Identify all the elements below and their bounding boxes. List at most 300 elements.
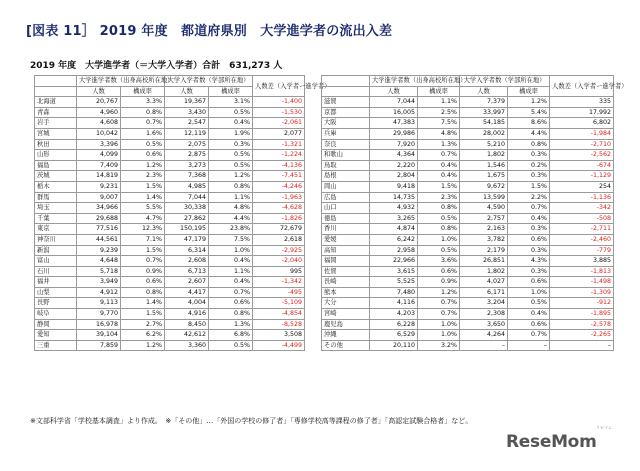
dest-ratio-cell: 0.4% [508,213,550,224]
dest-count-cell: 2,075 [165,139,209,150]
diff-cell: – [550,340,614,351]
origin-ratio-cell: 0.7% [121,256,165,267]
dest-count-cell: 2,308 [460,309,508,320]
figure-subtitle: 2019 年度 大学進学者（＝大学入学者）合計 631,273 人 [30,61,283,71]
table-row [35,224,305,235]
dest-count-cell: 6,314 [165,245,209,256]
table-row [35,128,305,139]
prefecture-cell: 広島 [322,192,370,203]
prefecture-cell: 山梨 [35,287,77,298]
diff-cell: -1,224 [253,150,305,161]
table-row [322,97,614,108]
diff-cell: -1,895 [550,309,614,320]
dest-ratio-cell: 0.6% [508,277,550,288]
prefecture-cell: 千葉 [35,213,77,224]
logo-kana: リセマム [596,425,612,430]
origin-count-cell: 9,418 [370,181,418,192]
figure-title: [図表 11］ 2019 年度 都道府県別 大学進学者の流出入差 [26,24,393,39]
dest-ratio-cell: 4.4% [508,128,550,139]
table-row [35,330,305,341]
prefecture-cell: 三重 [35,340,77,351]
table-row [322,266,614,277]
origin-count-cell: 4,364 [370,150,418,161]
dest-count-cell: 6,713 [165,266,209,277]
right-table [321,75,628,351]
dest-count-cell: 1,675 [460,171,508,182]
origin-count-cell: 6,228 [370,319,418,330]
diff-cell: 2,618 [253,234,305,245]
prefecture-cell: 大分 [322,298,370,309]
prefecture-cell: 埼玉 [35,203,77,214]
header-count: 人数 [165,86,209,97]
origin-ratio-cell: 0.7% [418,298,460,309]
dest-ratio-cell: 2.2% [508,192,550,203]
dest-ratio-cell: 1.3% [209,319,253,330]
diff-cell: -4,499 [253,340,305,351]
diff-cell: -1,813 [550,266,614,277]
dest-count-cell: – [460,340,508,351]
diff-cell: -1,530 [253,107,305,118]
dest-ratio-cell: 0.3% [209,139,253,150]
prefecture-cell: 佐賀 [322,266,370,277]
origin-count-cell: 9,231 [77,181,121,192]
dest-count-cell: 54,185 [460,118,508,129]
dest-count-cell: 5,210 [460,139,508,150]
dest-ratio-cell: 1.1% [209,266,253,277]
dest-count-cell: 9,672 [460,181,508,192]
origin-ratio-cell: 1.5% [121,309,165,320]
diff-cell: -1,136 [550,192,614,203]
diff-cell: -1,321 [253,139,305,150]
dest-count-cell: 3,650 [460,319,508,330]
dest-ratio-cell: 0.5% [508,298,550,309]
table-row [322,234,614,245]
origin-count-cell: 44,561 [77,234,121,245]
diff-cell: 254 [550,181,614,192]
origin-ratio-cell: 1.3% [418,139,460,150]
origin-ratio-cell: 0.5% [121,139,165,150]
origin-ratio-cell: 1.0% [418,330,460,341]
prefecture-cell: 長野 [35,298,77,309]
dest-ratio-cell: 8.6% [508,118,550,129]
prefecture-cell: その他 [322,340,370,351]
diff-cell: -342 [550,203,614,214]
origin-ratio-cell: 1.2% [121,160,165,171]
dest-ratio-cell: 0.4% [209,277,253,288]
origin-count-cell: 2,220 [370,160,418,171]
table-row [35,203,305,214]
dest-ratio-cell: 0.7% [508,330,550,341]
table-row [35,277,305,288]
origin-count-cell: 4,960 [77,107,121,118]
prefecture-cell: 和歌山 [322,150,370,161]
dest-count-cell: 3,430 [165,107,209,118]
table-row [322,213,614,224]
dest-ratio-cell: 0.6% [508,319,550,330]
diff-cell: -779 [550,245,614,256]
origin-ratio-cell: 0.7% [418,150,460,161]
prefecture-cell: 鳥取 [322,160,370,171]
prefecture-cell: 京都 [322,107,370,118]
prefecture-cell: 北海道 [35,97,77,108]
header-dest: 大学入学者数（学部所在地） [165,76,253,87]
origin-ratio-cell: 0.6% [121,277,165,288]
prefecture-cell: 神奈川 [35,234,77,245]
table-row [322,107,614,118]
dest-count-cell: 1,802 [460,266,508,277]
table-row [322,171,614,182]
diff-cell: -1,342 [253,277,305,288]
header-blank [35,76,77,87]
dest-count-cell: 2,875 [165,150,209,161]
diff-cell: -1,309 [550,287,614,298]
origin-count-cell: 4,608 [77,118,121,129]
dest-ratio-cell: 0.4% [209,118,253,129]
table-row [322,128,614,139]
origin-ratio-cell: 3.3% [121,97,165,108]
origin-ratio-cell: 2.7% [121,319,165,330]
dest-count-cell: 12,119 [165,128,209,139]
prefecture-cell: 香川 [322,224,370,235]
diff-cell: -4,854 [253,309,305,320]
dest-count-cell: 8,450 [165,319,209,330]
dest-ratio-cell: 4.8% [209,203,253,214]
dest-ratio-cell: 0.7% [209,287,253,298]
origin-ratio-cell: 0.8% [121,287,165,298]
origin-count-cell: 7,044 [370,97,418,108]
header-blank [322,86,370,97]
table-row [322,330,614,341]
origin-ratio-cell: 1.0% [418,234,460,245]
table-row [35,181,305,192]
origin-ratio-cell: 2.3% [418,192,460,203]
origin-ratio-cell: 1.2% [121,340,165,351]
origin-ratio-cell: 1.4% [121,192,165,203]
header-diff: 人数差（入学者ー進学者） [550,76,614,97]
dest-count-cell: 3,204 [460,298,508,309]
diff-cell: -1,984 [550,128,614,139]
dest-count-cell: 4,916 [165,309,209,320]
prefecture-cell: 新潟 [35,245,77,256]
dest-ratio-cell: 0.3% [508,171,550,182]
table-row [35,245,305,256]
diff-cell: -508 [550,213,614,224]
header-blank [35,86,77,97]
prefecture-cell: 岐阜 [35,309,77,320]
prefecture-cell: 宮崎 [322,309,370,320]
diff-cell: 3,508 [253,330,305,341]
origin-count-cell: 4,648 [77,256,121,267]
prefecture-cell: 茨城 [35,171,77,182]
dest-count-cell: 47,179 [165,234,209,245]
origin-count-cell: 4,912 [77,287,121,298]
prefecture-cell: 愛知 [35,330,77,341]
prefecture-cell: 奈良 [322,139,370,150]
origin-ratio-cell: 0.5% [418,245,460,256]
diff-cell: -2,265 [550,330,614,341]
origin-count-cell: 39,104 [77,330,121,341]
origin-ratio-cell: 0.8% [418,203,460,214]
origin-ratio-cell: 1.5% [121,181,165,192]
origin-count-cell: 3,949 [77,277,121,288]
dest-count-cell: 33,997 [460,107,508,118]
origin-ratio-cell: 1.1% [418,97,460,108]
origin-count-cell: 4,932 [370,203,418,214]
diff-cell: -4,136 [253,160,305,171]
origin-ratio-cell: 0.6% [121,150,165,161]
dest-ratio-cell: 1.0% [209,245,253,256]
diff-cell: 335 [550,97,614,108]
prefecture-cell: 熊本 [322,287,370,298]
prefecture-cell: 高知 [322,245,370,256]
dest-count-cell: 1,546 [460,160,508,171]
dest-ratio-cell: 0.3% [508,224,550,235]
origin-ratio-cell: 1.5% [121,245,165,256]
dest-count-cell: 3,273 [165,160,209,171]
origin-ratio-cell: 1.2% [418,287,460,298]
origin-count-cell: 7,859 [77,340,121,351]
prefecture-cell: 岩手 [35,118,77,129]
table-row [322,287,614,298]
table-row [35,234,305,245]
dest-ratio-cell: 4.3% [508,256,550,267]
origin-count-cell: 20,767 [77,97,121,108]
prefecture-cell: 徳島 [322,213,370,224]
origin-count-cell: 6,529 [370,330,418,341]
origin-count-cell: 3,396 [77,139,121,150]
origin-count-cell: 9,770 [77,309,121,320]
table-row [35,309,305,320]
origin-ratio-cell: 4.7% [121,213,165,224]
prefecture-cell: 群馬 [35,192,77,203]
origin-count-cell: 16,005 [370,107,418,118]
dest-ratio-cell: 0.6% [508,234,550,245]
origin-ratio-cell: 0.8% [418,224,460,235]
dest-ratio-cell: 0.6% [209,298,253,309]
dest-ratio-cell: 1.5% [508,181,550,192]
dest-ratio-cell: 0.7% [508,203,550,214]
dest-count-cell: 2,608 [165,256,209,267]
dest-ratio-cell: 0.5% [209,107,253,118]
header-count: 人数 [370,86,418,97]
diff-cell: -7,451 [253,171,305,182]
dest-count-cell: 4,027 [460,277,508,288]
table-row [322,181,614,192]
origin-ratio-cell: 2.5% [418,107,460,118]
table-row [322,256,614,267]
table-row [35,160,305,171]
dest-ratio-cell: 3.1% [209,97,253,108]
dest-ratio-cell: 0.3% [508,245,550,256]
header-ratio: 構成率 [418,86,460,97]
origin-count-cell: 4,116 [370,298,418,309]
header-blank [322,76,370,87]
diff-cell: -1,963 [253,192,305,203]
diff-cell: -8,528 [253,319,305,330]
diff-cell: -5,109 [253,298,305,309]
header-count: 人数 [460,86,508,97]
table-row [35,150,305,161]
diff-cell: -495 [253,287,305,298]
dest-count-cell: 2,163 [460,224,508,235]
origin-count-cell: 9,113 [77,298,121,309]
table-row [322,309,614,320]
dest-ratio-cell: 0.2% [508,160,550,171]
origin-count-cell: 29,688 [77,213,121,224]
dest-count-cell: 7,044 [165,192,209,203]
origin-ratio-cell: 3.2% [418,340,460,351]
table-row [322,298,614,309]
prefecture-cell: 石川 [35,266,77,277]
origin-ratio-cell: 5.5% [121,203,165,214]
origin-count-cell: 20,110 [370,340,418,351]
diff-cell: 72,679 [253,224,305,235]
diff-cell: 6,802 [550,118,614,129]
dest-ratio-cell: – [508,340,550,351]
origin-ratio-cell: 4.8% [418,128,460,139]
origin-ratio-cell: 1.5% [418,181,460,192]
dest-count-cell: 30,338 [165,203,209,214]
prefecture-cell: 沖縄 [322,330,370,341]
dest-ratio-cell: 0.3% [508,266,550,277]
prefecture-cell: 栃木 [35,181,77,192]
diff-cell: -4,628 [253,203,305,214]
prefecture-cell: 滋賀 [322,97,370,108]
diff-cell: -2,925 [253,245,305,256]
table-row [322,160,614,171]
prefecture-cell: 山形 [35,150,77,161]
origin-ratio-cell: 0.7% [121,118,165,129]
diff-cell: -1,498 [550,277,614,288]
origin-count-cell: 14,819 [77,171,121,182]
origin-count-cell: 2,804 [370,171,418,182]
prefecture-cell: 愛媛 [322,234,370,245]
diff-cell: 17,992 [550,107,614,118]
table-row [322,118,614,129]
dest-count-cell: 2,179 [460,245,508,256]
dest-count-cell: 150,195 [165,224,209,235]
origin-count-cell: 5,718 [77,266,121,277]
origin-count-cell: 7,920 [370,139,418,150]
prefecture-cell: 青森 [35,107,77,118]
origin-count-cell: 4,874 [370,224,418,235]
diff-cell: -2,578 [550,319,614,330]
dest-ratio-cell: 4.4% [209,213,253,224]
origin-count-cell: 22,966 [370,256,418,267]
resemom-logo: ReseMom [506,432,597,452]
prefecture-cell: 東京 [35,224,77,235]
dest-ratio-cell: 0.3% [508,150,550,161]
diff-cell: -1,400 [253,97,305,108]
dest-count-cell: 3,360 [165,340,209,351]
origin-ratio-cell: 0.8% [121,107,165,118]
header-count: 人数 [77,86,121,97]
table-row [35,97,305,108]
dest-count-cell: 7,379 [460,97,508,108]
diff-cell: 995 [253,266,305,277]
table-row [322,340,614,351]
table-row [322,277,614,288]
diff-cell: 2,077 [253,128,305,139]
diff-cell: -2,040 [253,256,305,267]
diff-cell: 3,885 [550,256,614,267]
dest-count-cell: 26,851 [460,256,508,267]
dest-count-cell: 2,757 [460,213,508,224]
table-row [35,256,305,267]
dest-count-cell: 6,171 [460,287,508,298]
origin-ratio-cell: 0.9% [121,266,165,277]
origin-count-cell: 4,203 [370,309,418,320]
table-row [35,192,305,203]
dest-count-cell: 2,547 [165,118,209,129]
dest-ratio-cell: 23.8% [209,224,253,235]
table-row [322,245,614,256]
prefecture-cell: 鹿児島 [322,319,370,330]
prefecture-cell: 福井 [35,277,77,288]
table-row [322,192,614,203]
dest-count-cell: 13,599 [460,192,508,203]
table-row [322,319,614,330]
dest-count-cell: 27,862 [165,213,209,224]
origin-count-cell: 16,978 [77,319,121,330]
diff-cell: -2,710 [550,139,614,150]
dest-ratio-cell: 0.8% [209,309,253,320]
diff-cell: -2,460 [550,234,614,245]
dest-ratio-cell: 0.8% [508,139,550,150]
diff-cell: -2,711 [550,224,614,235]
prefecture-cell: 山口 [322,203,370,214]
diff-cell: -2,061 [253,118,305,129]
origin-count-cell: 3,615 [370,266,418,277]
origin-count-cell: 77,516 [77,224,121,235]
dest-ratio-cell: 5.4% [508,107,550,118]
origin-ratio-cell: 0.7% [418,309,460,320]
table-row [322,150,614,161]
dest-ratio-cell: 0.5% [209,160,253,171]
dest-count-cell: 4,985 [165,181,209,192]
origin-ratio-cell: 3.6% [418,256,460,267]
dest-count-cell: 4,004 [165,298,209,309]
left-table-body [35,97,305,351]
origin-count-cell: 9,239 [77,245,121,256]
dest-count-cell: 4,264 [460,330,508,341]
prefecture-cell: 福岡 [322,256,370,267]
dest-count-cell: 7,368 [165,171,209,182]
dest-count-cell: 4,417 [165,287,209,298]
dest-count-cell: 3,782 [460,234,508,245]
origin-ratio-cell: 1.6% [121,128,165,139]
origin-ratio-cell: 0.9% [418,277,460,288]
header-ratio: 構成率 [508,86,550,97]
table-row [35,118,305,129]
table-row [35,266,305,277]
origin-count-cell: 34,966 [77,203,121,214]
diff-cell: -1,826 [253,213,305,224]
table-row [35,139,305,150]
origin-count-cell: 29,986 [370,128,418,139]
header-ratio: 構成率 [209,86,253,97]
origin-count-cell: 47,383 [370,118,418,129]
dest-count-cell: 28,002 [460,128,508,139]
origin-count-cell: 14,735 [370,192,418,203]
table-row [322,203,614,214]
dest-ratio-cell: 0.5% [209,150,253,161]
dest-ratio-cell: 1.2% [209,171,253,182]
dest-ratio-cell: 0.4% [508,309,550,320]
prefecture-cell: 宮城 [35,128,77,139]
origin-ratio-cell: 0.4% [418,160,460,171]
origin-count-cell: 4,099 [77,150,121,161]
